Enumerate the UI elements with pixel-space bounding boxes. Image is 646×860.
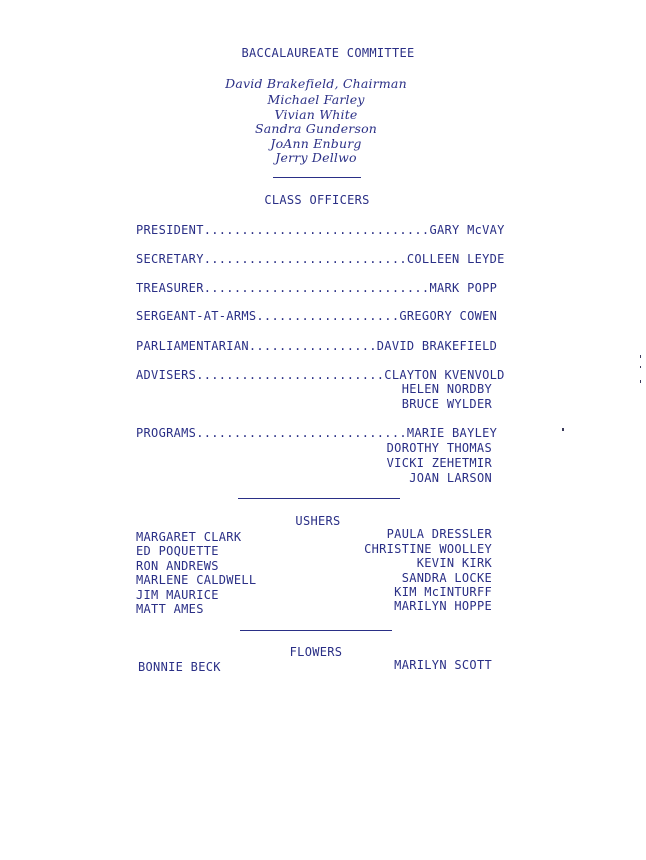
flowers-heading: FLOWERS bbox=[289, 645, 343, 659]
officer-row-advisers: ADVISERS.........................CLAYTON KVENVOLD bbox=[136, 368, 505, 382]
usher-right: KEVIN KIRK bbox=[416, 556, 492, 570]
committee-member: JoAnn Enburg bbox=[270, 136, 362, 151]
section-divider bbox=[238, 498, 400, 499]
usher-left: RON ANDREWS bbox=[136, 559, 219, 573]
committee-member: Michael Farley bbox=[267, 92, 365, 107]
usher-right: PAULA DRESSLER bbox=[386, 527, 492, 541]
committee-member: Sandra Gunderson bbox=[254, 121, 378, 136]
ushers-heading: USHERS bbox=[295, 514, 341, 528]
scan-speck bbox=[640, 380, 641, 383]
flowers-left: BONNIE BECK bbox=[138, 660, 221, 674]
section-divider bbox=[240, 630, 392, 631]
officer-row-parliamentarian: PARLIAMENTARIAN.................DAVID BRAKEFIELD bbox=[136, 339, 498, 353]
officer-row-secretary: SECRETARY...........................COLLEEN LEYDE bbox=[136, 252, 505, 266]
usher-left: JIM MAURICE bbox=[136, 588, 219, 602]
usher-left: MARGARET CLARK bbox=[136, 530, 242, 544]
usher-right: SANDRA LOCKE bbox=[401, 571, 492, 585]
usher-left: ED POQUETTE bbox=[136, 544, 219, 558]
committee-member: Vivian White bbox=[274, 107, 358, 122]
usher-right: MARILYN HOPPE bbox=[394, 599, 492, 613]
usher-right: CHRISTINE WOOLLEY bbox=[364, 542, 492, 556]
scan-speck bbox=[640, 355, 641, 358]
committee-member: David Brakefield, Chairman bbox=[225, 76, 407, 91]
section-divider bbox=[273, 177, 361, 178]
usher-left: MATT AMES bbox=[136, 602, 204, 616]
usher-right: KIM McINTURFF bbox=[394, 585, 492, 599]
officer-row-treasurer: TREASURER..............................MARK POPP bbox=[136, 281, 498, 295]
flowers-right: MARILYN SCOTT bbox=[394, 658, 492, 672]
programs-name: VICKI ZEHETMIR bbox=[386, 456, 492, 470]
officer-row-sergeant-at-arms: SERGEANT-AT-ARMS...................GREGORY COWEN bbox=[136, 309, 498, 323]
scan-speck bbox=[640, 366, 641, 368]
usher-left: MARLENE CALDWELL bbox=[136, 573, 257, 587]
officer-row-president: PRESIDENT..............................GARY McVAY bbox=[136, 223, 505, 237]
baccalaureate-heading: BACCALAUREATE COMMITTEE bbox=[241, 46, 415, 60]
adviser-name: BRUCE WYLDER bbox=[401, 397, 492, 411]
adviser-name: HELEN NORDBY bbox=[401, 382, 492, 396]
programs-name: JOAN LARSON bbox=[409, 471, 492, 485]
class-officers-heading: CLASS OFFICERS bbox=[264, 193, 370, 207]
programs-name: DOROTHY THOMAS bbox=[386, 441, 492, 455]
committee-member: Jerry Dellwo bbox=[275, 150, 357, 165]
officer-row-programs: PROGRAMS............................MARIE BAYLEY bbox=[136, 426, 498, 440]
scan-speck bbox=[562, 428, 564, 431]
